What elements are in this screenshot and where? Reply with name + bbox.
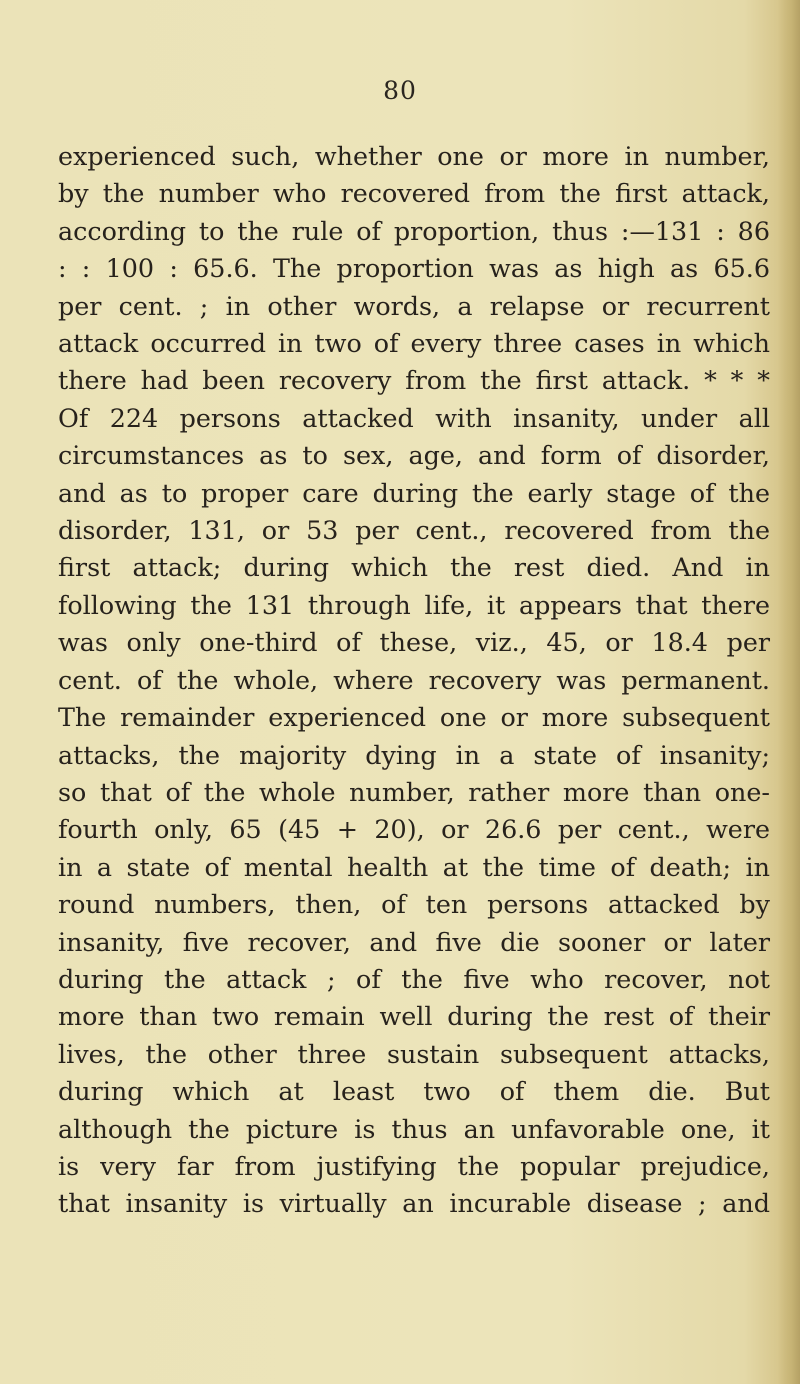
text-line: disorder, 131, or 53 per cent., recovered from the xyxy=(58,515,770,546)
text-line: during which at least two of them die. But xyxy=(58,1076,770,1107)
text-line: first attack; during which the rest died. And in xyxy=(58,552,770,583)
text-line: and as to proper care during the early stage of the xyxy=(58,477,770,508)
text-line: Of 224 persons attacked with insanity, under all xyxy=(58,402,770,433)
page-number: 80 xyxy=(383,76,417,105)
text-line: attack occurred in two of every three cases in which xyxy=(58,328,770,359)
text-line: so that of the whole number, rather more than one- xyxy=(58,776,770,807)
text-line: insanity, five recover, and five die sooner or later xyxy=(58,926,770,957)
text-line: : : 100 : 65.6. The proportion was as high as 65.6 xyxy=(58,253,770,284)
text-line: round numbers, then, of ten persons attacked by xyxy=(58,889,770,920)
text-line: cent. of the whole, where recovery was permanent. xyxy=(58,664,770,695)
text-line: there had been recovery from the first attack. * * * xyxy=(58,365,770,396)
text-line: during the attack ; of the five who recover, not xyxy=(58,963,770,994)
text-line: that insanity is virtually an incurable disease ; and xyxy=(58,1188,770,1219)
text-line: experienced such, whether one or more in number, xyxy=(58,141,770,171)
text-line: was only one-third of these, viz., 45, or 18.4 per xyxy=(58,627,770,658)
text-line: by the number who recovered from the first attack, xyxy=(58,178,770,209)
text-line: attacks, the majority dying in a state of insanity; xyxy=(58,739,770,770)
text-line: circumstances as to sex, age, and form of disorder, xyxy=(58,440,770,471)
text-line: fourth only, 65 (45 + 20), or 26.6 per cent., were xyxy=(58,814,770,845)
text-line: although the picture is thus an unfavorable one, it xyxy=(58,1113,770,1144)
text-line: per cent. ; in other words, a relapse or recurrent xyxy=(58,290,770,321)
text-line: following the 131 through life, it appears that there xyxy=(58,589,770,620)
text-line: in a state of mental health at the time of death; in xyxy=(58,851,770,882)
body-text xyxy=(58,138,770,1223)
text-line: according to the rule of proportion, thus :—131 : 86 xyxy=(58,215,770,246)
text-line: is very far from justifying the popular prejudice, xyxy=(58,1150,770,1181)
text-line: lives, the other three sustain subsequent attacks, xyxy=(58,1038,770,1069)
text-line: more than two remain well during the rest of their xyxy=(58,1001,770,1032)
text-line: The remainder experienced one or more subsequent xyxy=(58,702,770,733)
page-edge-shadow xyxy=(778,0,800,1384)
